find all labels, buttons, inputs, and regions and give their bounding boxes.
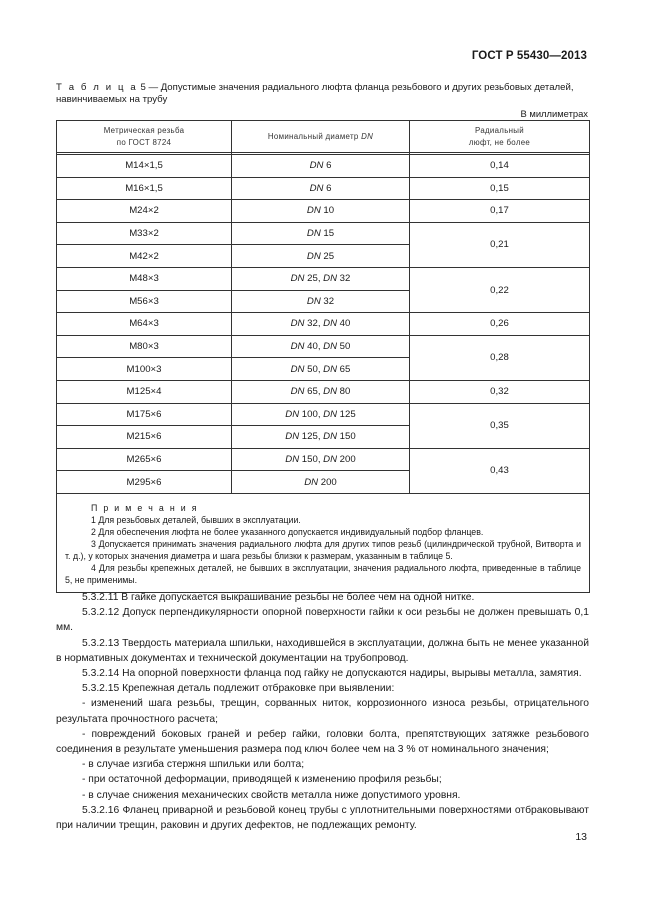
table-units: В миллиметрах [520, 108, 588, 119]
table-row [57, 380, 590, 403]
radial-play-table [56, 120, 590, 593]
paragraph: 5.3.2.12 Допуск перпендикулярности опорной поверхности гайки к оси резьбы не должен превышать 0,1 мм. [56, 607, 589, 634]
cell-thread: М295×6 [57, 471, 232, 494]
cell-play: 0,35 [410, 403, 590, 448]
document-header: ГОСТ Р 55430—2013 [471, 50, 587, 62]
note-2: 2 Для обеспечения люфта не более указанного допускается индивидуальный подбор фланцев. [91, 526, 484, 537]
cell-play: 0,28 [410, 335, 590, 380]
notes-title: П р и м е ч а н и я [91, 502, 199, 513]
cell-play: 0,26 [410, 313, 590, 336]
cell-thread: М100×3 [57, 358, 232, 381]
cell-thread: М24×2 [57, 200, 232, 223]
cell-thread: М80×3 [57, 335, 232, 358]
table-row [57, 155, 590, 178]
cell-thread: М16×1,5 [57, 177, 232, 200]
cell-thread: М125×4 [57, 380, 232, 403]
cell-thread: М64×3 [57, 313, 232, 336]
cell-play: 0,32 [410, 380, 590, 403]
cell-dn: DN 40, DN 50 [232, 335, 410, 358]
cell-thread: М14×1,5 [57, 155, 232, 178]
cell-thread: М42×2 [57, 245, 232, 268]
cell-dn: DN 32 [232, 290, 410, 313]
header-thread-line1: Метрическая резьба [103, 126, 185, 135]
header-play-line1: Радиальный [475, 126, 524, 135]
cell-thread: М33×2 [57, 222, 232, 245]
paragraph: 5.3.2.16 Фланец приварной и резьбовой конец трубы с уплотнительными поверхностями отбраковывают при наличии трещин, раковин и других дефектов, не подлежащих ремонту. [56, 804, 589, 832]
table-row [57, 267, 590, 290]
cell-dn: DN 6 [232, 177, 410, 200]
table-caption [56, 82, 589, 106]
cell-play: 0,22 [410, 267, 590, 312]
note-1: 1 Для резьбовых деталей, бывших в эксплуатации. [91, 514, 301, 525]
header-dn: Номинальный диаметр DN [232, 121, 410, 153]
paragraph: 5.3.2.14 На опорной поверхности фланца под гайку не допускаются надиры, вырывы металла, замятия. [82, 668, 582, 680]
cell-dn: DN 32, DN 40 [232, 313, 410, 336]
table-notes [57, 493, 590, 592]
table-row [57, 200, 590, 223]
table-row [57, 177, 590, 200]
table-row [57, 313, 590, 336]
cell-dn: DN 25, DN 32 [232, 267, 410, 290]
note-3: 3 Допускается принимать значения радиального люфта для других типов резьб (цилиндрической трубной, Витворта и т. д.), у которых значения диаметра и шага резьбы близки к размерам, указанным в таблице 5. [65, 538, 581, 561]
cell-play: 0,21 [410, 222, 590, 267]
cell-thread: М215×6 [57, 426, 232, 449]
cell-thread: М48×3 [57, 267, 232, 290]
list-item: - в случае снижения механических свойств металла ниже допустимого уровня. [82, 789, 461, 801]
list-item: - изменений шага резьбы, трещин, сорванных ниток, коррозионного износа резьбы, отрицательного результата прочностного расчета; [56, 698, 589, 725]
paragraph: 5.3.2.15 Крепежная деталь подлежит отбраковке при выявлении: [82, 683, 395, 695]
cell-dn: DN 150, DN 200 [232, 448, 410, 471]
cell-dn: DN 125, DN 150 [232, 426, 410, 449]
header-play-line2: люфт, не более [468, 137, 531, 147]
list-item: - повреждений боковых граней и ребер гайки, головки болта, препятствующих затяжке резьбового соединения в результате уменьшения размера под ключ более чем на 3 % от номинального значения; [56, 728, 589, 756]
cell-play: 0,17 [410, 200, 590, 223]
cell-dn: DN 65, DN 80 [232, 380, 410, 403]
cell-dn: DN 200 [232, 471, 410, 494]
list-item: - в случае изгиба стержня шпильки или болта; [82, 759, 305, 771]
table-caption-prefix: Т а б л и ц а [56, 82, 138, 93]
page-number: 13 [575, 831, 587, 843]
cell-play: 0,43 [410, 448, 590, 493]
cell-dn: DN 25 [232, 245, 410, 268]
cell-dn: DN 15 [232, 222, 410, 245]
table-row [57, 222, 590, 245]
cell-dn: DN 100, DN 125 [232, 403, 410, 426]
cell-dn: DN 10 [232, 200, 410, 223]
body-text [56, 590, 589, 833]
table-row [57, 448, 590, 471]
cell-thread: М265×6 [57, 448, 232, 471]
header-thread [57, 121, 232, 153]
header-thread-line2: по ГОСТ 8724 [116, 137, 172, 147]
table-row [57, 335, 590, 358]
paragraph: 5.3.2.13 Твердость материала шпильки, находившейся в эксплуатации, должна быть не менее указанной в нормативных документах и технической документации на трубопровод. [56, 637, 589, 664]
cell-dn: DN 6 [232, 155, 410, 178]
table-row [57, 403, 590, 426]
cell-play: 0,15 [410, 177, 590, 200]
table-caption-text: 5 — Допустимые значения радиального люфта фланца резьбового и других резьбовых деталей, навинчиваемых на трубу [56, 82, 574, 105]
paragraph: 5.3.2.11 В гайке допускается выкрашивание резьбы не более чем на одной нитке. [82, 592, 475, 603]
note-4: 4 Для резьбы крепежных деталей, не бывших в эксплуатации, значения радиального люфта, приведенные в таблице 5, не применимы. [65, 562, 581, 585]
header-play [410, 121, 590, 153]
cell-dn: DN 50, DN 65 [232, 358, 410, 381]
cell-thread: М175×6 [57, 403, 232, 426]
cell-thread: М56×3 [57, 290, 232, 313]
cell-play: 0,14 [410, 155, 590, 178]
list-item: - при остаточной деформации, приводящей к изменению профиля резьбы; [82, 774, 442, 786]
